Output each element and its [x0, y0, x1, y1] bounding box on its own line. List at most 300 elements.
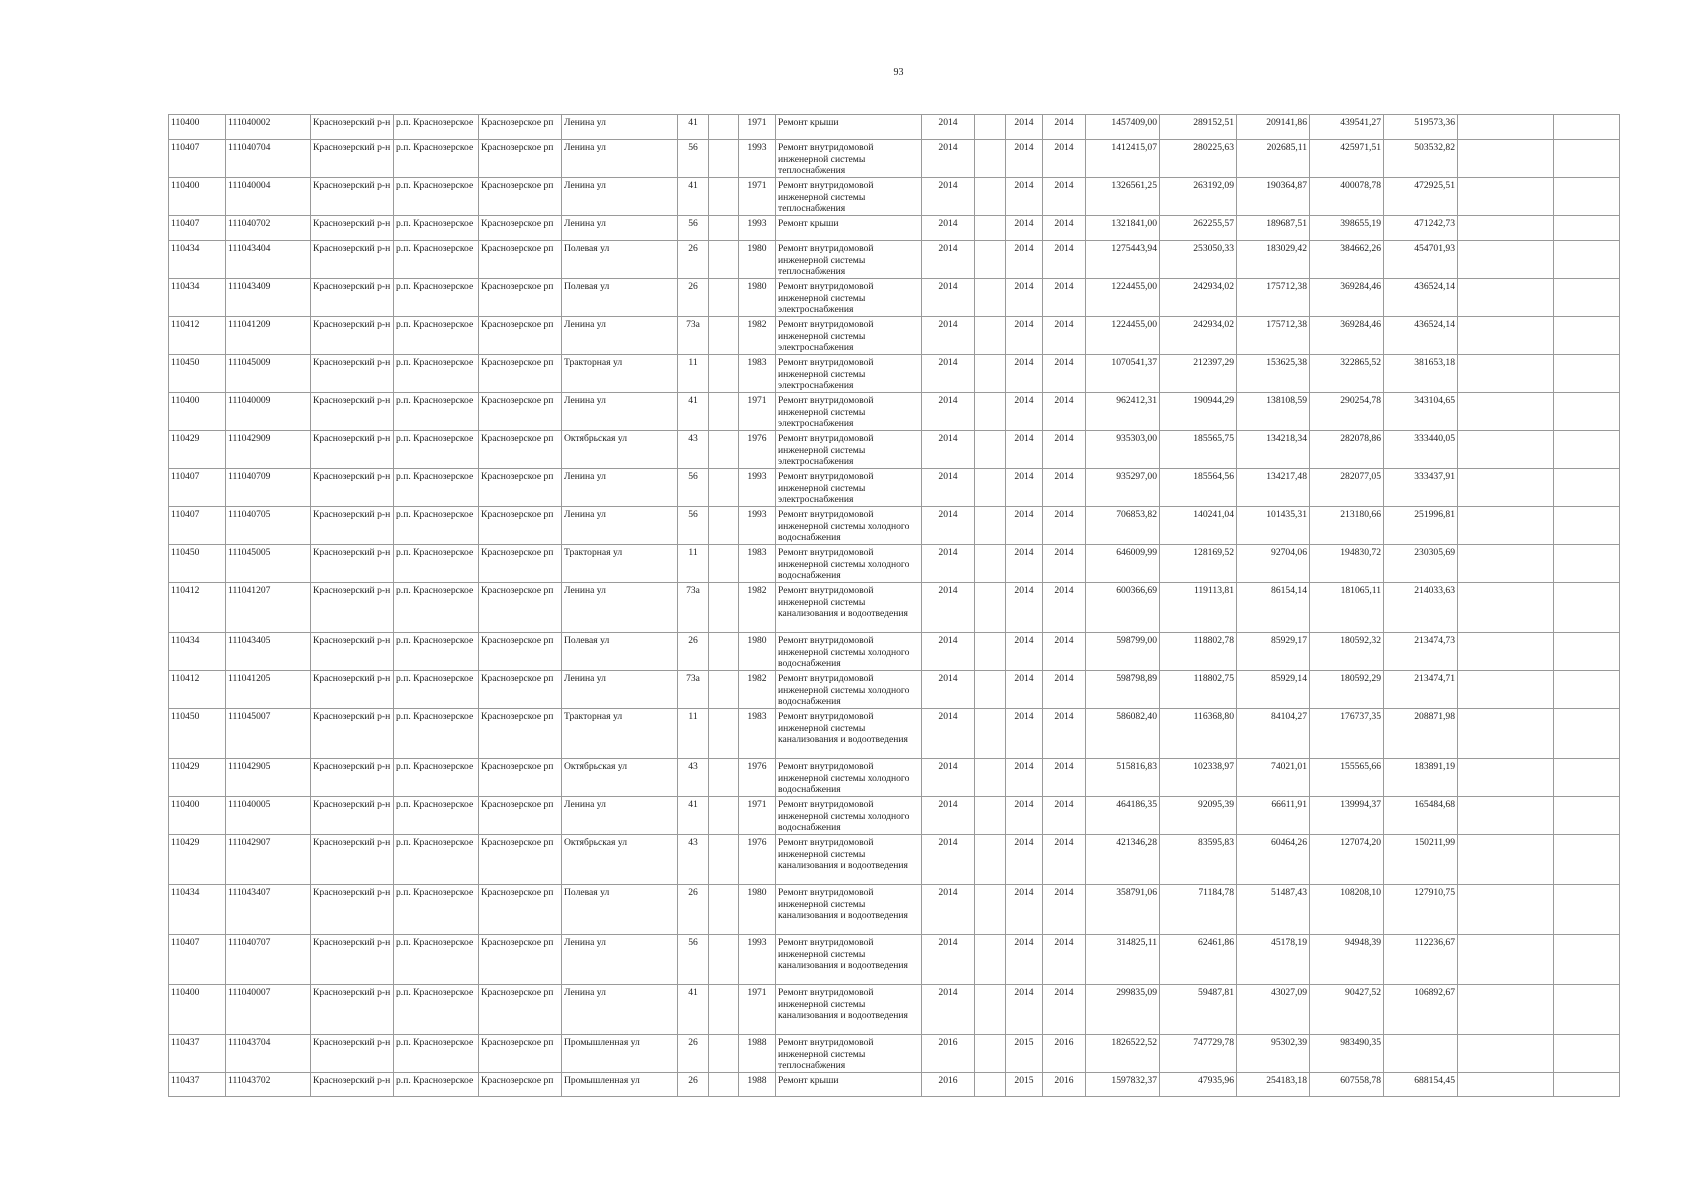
cell-region-budget: 86154,14 [1237, 583, 1310, 633]
cell-locality: Краснозерское рп [479, 583, 562, 633]
cell-building [709, 279, 739, 317]
cell-street: Тракторная ул [562, 709, 678, 759]
cell-blank-3 [1554, 140, 1620, 178]
cell-street: Тракторная ул [562, 355, 678, 393]
cell-work-type: Ремонт внутридомовой инженерной системы электроснабжения [776, 317, 922, 355]
cell-work-type: Ремонт внутридомовой инженерной системы электроснабжения [776, 279, 922, 317]
cell-start-year: 2014 [1006, 797, 1043, 835]
cell-locality: Краснозерское рп [479, 279, 562, 317]
cell-end-year: 2014 [1043, 355, 1086, 393]
cell-total-cost: 598799,00 [1086, 633, 1160, 671]
cell-blank-3 [1554, 935, 1620, 985]
cell-total-cost: 586082,40 [1086, 709, 1160, 759]
cell-settlement: р.п. Краснозерское [394, 545, 479, 583]
cell-region-budget: 51487,43 [1237, 885, 1310, 935]
cell-house-number: 56 [678, 935, 709, 985]
cell-start-year: 2014 [1006, 507, 1043, 545]
cell-blank-1 [975, 469, 1006, 507]
cell-total-cost: 1321841,00 [1086, 216, 1160, 241]
cell-building [709, 393, 739, 431]
cell-local-budget: 213180,66 [1310, 507, 1384, 545]
cell-region-budget: 60464,26 [1237, 835, 1310, 885]
cell-plan-year: 2014 [922, 583, 975, 633]
cell-district: Краснозерский р-н [311, 469, 394, 507]
cell-building [709, 178, 739, 216]
cell-year-built: 1980 [739, 279, 776, 317]
cell-total-cost: 962412,31 [1086, 393, 1160, 431]
cell-building [709, 469, 739, 507]
cell-fund-amount: 59487,81 [1160, 985, 1237, 1035]
cell-total-cost: 464186,35 [1086, 797, 1160, 835]
cell-blank-2 [1458, 355, 1554, 393]
cell-year-built: 1976 [739, 759, 776, 797]
cell-building [709, 115, 739, 140]
cell-street: Ленина ул [562, 216, 678, 241]
cell-building [709, 709, 739, 759]
cell-region-budget: 134218,34 [1237, 431, 1310, 469]
cell-blank-3 [1554, 355, 1620, 393]
cell-year-built: 1980 [739, 633, 776, 671]
cell-region-code: 110400 [169, 393, 226, 431]
cell-district: Краснозерский р-н [311, 583, 394, 633]
cell-region-budget: 202685,11 [1237, 140, 1310, 178]
cell-owners-funds [1384, 1035, 1458, 1073]
cell-region-code: 110407 [169, 935, 226, 985]
cell-settlement: р.п. Краснозерское [394, 633, 479, 671]
cell-object-code: 111040702 [226, 216, 311, 241]
cell-region-budget: 189687,51 [1237, 216, 1310, 241]
cell-locality: Краснозерское рп [479, 985, 562, 1035]
cell-owners-funds: 127910,75 [1384, 885, 1458, 935]
cell-settlement: р.п. Краснозерское [394, 709, 479, 759]
cell-blank-3 [1554, 545, 1620, 583]
cell-work-type: Ремонт внутридомовой инженерной системы электроснабжения [776, 431, 922, 469]
cell-object-code: 111045009 [226, 355, 311, 393]
cell-fund-amount: 102338,97 [1160, 759, 1237, 797]
cell-object-code: 111042909 [226, 431, 311, 469]
cell-region-budget: 43027,09 [1237, 985, 1310, 1035]
cell-house-number: 56 [678, 507, 709, 545]
cell-blank-2 [1458, 583, 1554, 633]
cell-blank-1 [975, 633, 1006, 671]
cell-house-number: 73а [678, 583, 709, 633]
cell-street: Ленина ул [562, 317, 678, 355]
cell-blank-2 [1458, 709, 1554, 759]
cell-work-type: Ремонт внутридомовой инженерной системы канализования и водоотведения [776, 935, 922, 985]
cell-end-year: 2014 [1043, 935, 1086, 985]
cell-region-code: 110434 [169, 279, 226, 317]
cell-total-cost: 935297,00 [1086, 469, 1160, 507]
cell-total-cost: 358791,06 [1086, 885, 1160, 935]
cell-blank-2 [1458, 885, 1554, 935]
cell-region-code: 110434 [169, 885, 226, 935]
cell-blank-3 [1554, 985, 1620, 1035]
cell-start-year: 2015 [1006, 1035, 1043, 1073]
table-row [169, 279, 1620, 317]
cell-start-year: 2014 [1006, 835, 1043, 885]
cell-house-number: 41 [678, 393, 709, 431]
cell-district: Краснозерский р-н [311, 545, 394, 583]
cell-settlement: р.п. Краснозерское [394, 1035, 479, 1073]
cell-owners-funds: 208871,98 [1384, 709, 1458, 759]
cell-blank-1 [975, 317, 1006, 355]
cell-local-budget: 194830,72 [1310, 545, 1384, 583]
cell-blank-3 [1554, 671, 1620, 709]
cell-plan-year: 2014 [922, 216, 975, 241]
cell-year-built: 1993 [739, 935, 776, 985]
cell-building [709, 431, 739, 469]
cell-end-year: 2014 [1043, 241, 1086, 279]
cell-year-built: 1976 [739, 431, 776, 469]
cell-local-budget: 94948,39 [1310, 935, 1384, 985]
cell-object-code: 111040707 [226, 935, 311, 985]
cell-local-budget: 127074,20 [1310, 835, 1384, 885]
cell-start-year: 2014 [1006, 317, 1043, 355]
cell-street: Полевая ул [562, 885, 678, 935]
cell-total-cost: 706853,82 [1086, 507, 1160, 545]
cell-owners-funds: 106892,67 [1384, 985, 1458, 1035]
cell-region-budget: 84104,27 [1237, 709, 1310, 759]
cell-region-budget: 175712,38 [1237, 317, 1310, 355]
cell-object-code: 111040009 [226, 393, 311, 431]
cell-blank-1 [975, 797, 1006, 835]
cell-end-year: 2014 [1043, 885, 1086, 935]
cell-building [709, 935, 739, 985]
cell-region-budget: 190364,87 [1237, 178, 1310, 216]
cell-building [709, 507, 739, 545]
cell-region-code: 110434 [169, 241, 226, 279]
cell-blank-3 [1554, 507, 1620, 545]
cell-plan-year: 2014 [922, 797, 975, 835]
cell-work-type: Ремонт внутридомовой инженерной системы теплоснабжения [776, 178, 922, 216]
cell-locality: Краснозерское рп [479, 431, 562, 469]
cell-end-year: 2014 [1043, 797, 1086, 835]
cell-local-budget: 983490,35 [1310, 1035, 1384, 1073]
cell-settlement: р.п. Краснозерское [394, 317, 479, 355]
table-row [169, 885, 1620, 935]
cell-blank-2 [1458, 935, 1554, 985]
cell-house-number: 41 [678, 178, 709, 216]
cell-plan-year: 2014 [922, 140, 975, 178]
cell-owners-funds: 519573,36 [1384, 115, 1458, 140]
table-row [169, 545, 1620, 583]
cell-plan-year: 2014 [922, 885, 975, 935]
cell-object-code: 111043409 [226, 279, 311, 317]
table-row [169, 583, 1620, 633]
cell-blank-2 [1458, 317, 1554, 355]
cell-district: Краснозерский р-н [311, 759, 394, 797]
cell-blank-1 [975, 140, 1006, 178]
cell-start-year: 2014 [1006, 241, 1043, 279]
cell-owners-funds: 472925,51 [1384, 178, 1458, 216]
cell-year-built: 1980 [739, 885, 776, 935]
cell-fund-amount: 747729,78 [1160, 1035, 1237, 1073]
cell-object-code: 111040704 [226, 140, 311, 178]
cell-plan-year: 2014 [922, 178, 975, 216]
cell-blank-1 [975, 759, 1006, 797]
cell-object-code: 111041209 [226, 317, 311, 355]
cell-blank-2 [1458, 671, 1554, 709]
cell-local-budget: 282077,05 [1310, 469, 1384, 507]
cell-work-type: Ремонт внутридомовой инженерной системы холодного водоснабжения [776, 671, 922, 709]
cell-total-cost: 1826522,52 [1086, 1035, 1160, 1073]
cell-region-code: 110450 [169, 355, 226, 393]
cell-blank-1 [975, 1073, 1006, 1097]
cell-street: Промышленная ул [562, 1035, 678, 1073]
table-row [169, 241, 1620, 279]
cell-blank-2 [1458, 140, 1554, 178]
cell-blank-1 [975, 507, 1006, 545]
table-row [169, 671, 1620, 709]
cell-region-code: 110437 [169, 1073, 226, 1097]
cell-blank-3 [1554, 115, 1620, 140]
cell-region-code: 110400 [169, 115, 226, 140]
table-row [169, 216, 1620, 241]
cell-owners-funds: 251996,81 [1384, 507, 1458, 545]
cell-total-cost: 935303,00 [1086, 431, 1160, 469]
cell-settlement: р.п. Краснозерское [394, 241, 479, 279]
cell-settlement: р.п. Краснозерское [394, 985, 479, 1035]
table-row [169, 935, 1620, 985]
cell-region-code: 110407 [169, 507, 226, 545]
cell-local-budget: 282078,86 [1310, 431, 1384, 469]
cell-fund-amount: 71184,78 [1160, 885, 1237, 935]
cell-settlement: р.п. Краснозерское [394, 885, 479, 935]
cell-owners-funds: 381653,18 [1384, 355, 1458, 393]
cell-plan-year: 2014 [922, 115, 975, 140]
cell-house-number: 41 [678, 115, 709, 140]
cell-fund-amount: 262255,57 [1160, 216, 1237, 241]
cell-street: Ленина ул [562, 985, 678, 1035]
cell-street: Ленина ул [562, 583, 678, 633]
cell-local-budget: 607558,78 [1310, 1073, 1384, 1097]
cell-blank-3 [1554, 241, 1620, 279]
cell-work-type: Ремонт внутридомовой инженерной системы электроснабжения [776, 355, 922, 393]
cell-house-number: 43 [678, 835, 709, 885]
cell-end-year: 2014 [1043, 393, 1086, 431]
cell-work-type: Ремонт внутридомовой инженерной системы холодного водоснабжения [776, 797, 922, 835]
cell-local-budget: 90427,52 [1310, 985, 1384, 1035]
cell-region-code: 110434 [169, 633, 226, 671]
cell-owners-funds: 436524,14 [1384, 317, 1458, 355]
cell-house-number: 41 [678, 797, 709, 835]
cell-blank-1 [975, 216, 1006, 241]
cell-blank-2 [1458, 507, 1554, 545]
cell-start-year: 2014 [1006, 216, 1043, 241]
cell-house-number: 26 [678, 1035, 709, 1073]
cell-street: Октябрьская ул [562, 759, 678, 797]
cell-building [709, 835, 739, 885]
cell-plan-year: 2014 [922, 759, 975, 797]
cell-year-built: 1983 [739, 355, 776, 393]
cell-fund-amount: 62461,86 [1160, 935, 1237, 985]
cell-owners-funds: 213474,71 [1384, 671, 1458, 709]
cell-locality: Краснозерское рп [479, 241, 562, 279]
cell-district: Краснозерский р-н [311, 178, 394, 216]
cell-house-number: 56 [678, 469, 709, 507]
cell-district: Краснозерский р-н [311, 279, 394, 317]
table-row [169, 1035, 1620, 1073]
cell-owners-funds: 230305,69 [1384, 545, 1458, 583]
cell-district: Краснозерский р-н [311, 1035, 394, 1073]
cell-house-number: 56 [678, 216, 709, 241]
cell-region-code: 110407 [169, 216, 226, 241]
cell-locality: Краснозерское рп [479, 1073, 562, 1097]
cell-local-budget: 155565,66 [1310, 759, 1384, 797]
cell-region-budget: 45178,19 [1237, 935, 1310, 985]
table-row [169, 797, 1620, 835]
cell-fund-amount: 253050,33 [1160, 241, 1237, 279]
cell-year-built: 1988 [739, 1073, 776, 1097]
cell-start-year: 2014 [1006, 935, 1043, 985]
cell-start-year: 2014 [1006, 633, 1043, 671]
cell-year-built: 1971 [739, 115, 776, 140]
cell-region-budget: 183029,42 [1237, 241, 1310, 279]
cell-plan-year: 2014 [922, 431, 975, 469]
cell-object-code: 111045005 [226, 545, 311, 583]
cell-plan-year: 2014 [922, 671, 975, 709]
cell-house-number: 11 [678, 355, 709, 393]
cell-district: Краснозерский р-н [311, 241, 394, 279]
cell-locality: Краснозерское рп [479, 507, 562, 545]
cell-settlement: р.п. Краснозерское [394, 431, 479, 469]
cell-end-year: 2014 [1043, 583, 1086, 633]
cell-blank-3 [1554, 835, 1620, 885]
cell-blank-2 [1458, 241, 1554, 279]
cell-start-year: 2014 [1006, 431, 1043, 469]
cell-fund-amount: 118802,75 [1160, 671, 1237, 709]
cell-object-code: 111042907 [226, 835, 311, 885]
cell-local-budget: 384662,26 [1310, 241, 1384, 279]
cell-district: Краснозерский р-н [311, 507, 394, 545]
cell-total-cost: 314825,11 [1086, 935, 1160, 985]
table-row [169, 709, 1620, 759]
cell-end-year: 2014 [1043, 835, 1086, 885]
cell-fund-amount: 242934,02 [1160, 317, 1237, 355]
cell-fund-amount: 280225,63 [1160, 140, 1237, 178]
cell-house-number: 73а [678, 317, 709, 355]
cell-work-type: Ремонт внутридомовой инженерной системы электроснабжения [776, 393, 922, 431]
cell-start-year: 2014 [1006, 885, 1043, 935]
cell-end-year: 2014 [1043, 759, 1086, 797]
cell-blank-2 [1458, 835, 1554, 885]
cell-fund-amount: 128169,52 [1160, 545, 1237, 583]
cell-street: Октябрьская ул [562, 835, 678, 885]
table-row [169, 1073, 1620, 1097]
cell-region-budget: 85929,17 [1237, 633, 1310, 671]
cell-plan-year: 2014 [922, 469, 975, 507]
table-row [169, 393, 1620, 431]
cell-object-code: 111045007 [226, 709, 311, 759]
cell-district: Краснозерский р-н [311, 633, 394, 671]
cell-owners-funds: 343104,65 [1384, 393, 1458, 431]
cell-house-number: 41 [678, 985, 709, 1035]
cell-local-budget: 180592,32 [1310, 633, 1384, 671]
cell-settlement: р.п. Краснозерское [394, 797, 479, 835]
cell-object-code: 111040005 [226, 797, 311, 835]
cell-object-code: 111041207 [226, 583, 311, 633]
cell-plan-year: 2014 [922, 355, 975, 393]
cell-blank-2 [1458, 985, 1554, 1035]
cell-locality: Краснозерское рп [479, 115, 562, 140]
table-row [169, 140, 1620, 178]
cell-region-code: 110429 [169, 835, 226, 885]
cell-settlement: р.п. Краснозерское [394, 759, 479, 797]
cell-blank-1 [975, 178, 1006, 216]
cell-region-budget: 175712,38 [1237, 279, 1310, 317]
cell-plan-year: 2016 [922, 1035, 975, 1073]
cell-work-type: Ремонт внутридомовой инженерной системы теплоснабжения [776, 241, 922, 279]
cell-locality: Краснозерское рп [479, 797, 562, 835]
cell-plan-year: 2014 [922, 317, 975, 355]
cell-object-code: 111043702 [226, 1073, 311, 1097]
cell-year-built: 1988 [739, 1035, 776, 1073]
cell-settlement: р.п. Краснозерское [394, 178, 479, 216]
cell-object-code: 111041205 [226, 671, 311, 709]
cell-street: Промышленная ул [562, 1073, 678, 1097]
cell-street: Полевая ул [562, 241, 678, 279]
cell-blank-3 [1554, 393, 1620, 431]
cell-start-year: 2014 [1006, 115, 1043, 140]
cell-start-year: 2014 [1006, 545, 1043, 583]
cell-building [709, 885, 739, 935]
cell-locality: Краснозерское рп [479, 469, 562, 507]
cell-plan-year: 2014 [922, 507, 975, 545]
cell-locality: Краснозерское рп [479, 633, 562, 671]
cell-owners-funds: 688154,45 [1384, 1073, 1458, 1097]
cell-total-cost: 515816,83 [1086, 759, 1160, 797]
cell-house-number: 43 [678, 759, 709, 797]
cell-settlement: р.п. Краснозерское [394, 671, 479, 709]
cell-house-number: 73а [678, 671, 709, 709]
cell-owners-funds: 214033,63 [1384, 583, 1458, 633]
cell-blank-3 [1554, 469, 1620, 507]
cell-blank-3 [1554, 633, 1620, 671]
cell-plan-year: 2014 [922, 985, 975, 1035]
cell-work-type: Ремонт внутридомовой инженерной системы электроснабжения [776, 469, 922, 507]
cell-plan-year: 2016 [922, 1073, 975, 1097]
cell-local-budget: 139994,37 [1310, 797, 1384, 835]
cell-district: Краснозерский р-н [311, 140, 394, 178]
cell-building [709, 671, 739, 709]
cell-building [709, 216, 739, 241]
cell-fund-amount: 118802,78 [1160, 633, 1237, 671]
cell-blank-3 [1554, 797, 1620, 835]
cell-house-number: 26 [678, 885, 709, 935]
cell-locality: Краснозерское рп [479, 759, 562, 797]
repair-register-table [168, 114, 1620, 1097]
cell-blank-3 [1554, 317, 1620, 355]
cell-year-built: 1971 [739, 393, 776, 431]
cell-plan-year: 2014 [922, 279, 975, 317]
cell-end-year: 2014 [1043, 431, 1086, 469]
cell-object-code: 111043704 [226, 1035, 311, 1073]
cell-blank-1 [975, 671, 1006, 709]
cell-locality: Краснозерское рп [479, 140, 562, 178]
cell-fund-amount: 242934,02 [1160, 279, 1237, 317]
cell-fund-amount: 185564,56 [1160, 469, 1237, 507]
cell-street: Полевая ул [562, 633, 678, 671]
cell-region-code: 110429 [169, 759, 226, 797]
cell-blank-3 [1554, 178, 1620, 216]
cell-plan-year: 2014 [922, 393, 975, 431]
cell-fund-amount: 92095,39 [1160, 797, 1237, 835]
cell-year-built: 1982 [739, 583, 776, 633]
cell-start-year: 2015 [1006, 1073, 1043, 1097]
cell-fund-amount: 185565,75 [1160, 431, 1237, 469]
cell-settlement: р.п. Краснозерское [394, 469, 479, 507]
cell-street: Октябрьская ул [562, 431, 678, 469]
